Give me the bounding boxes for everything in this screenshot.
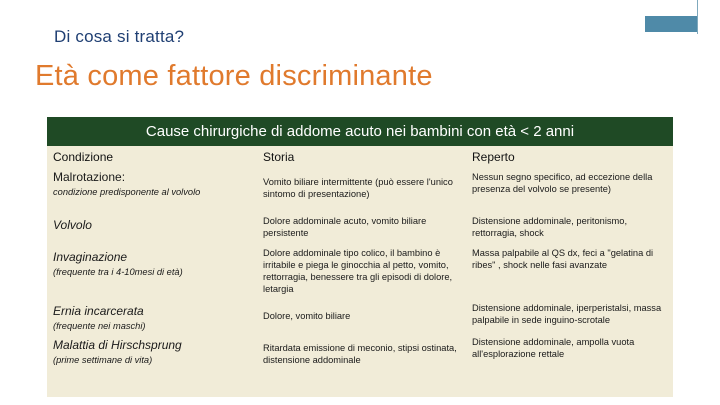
- condition-name: Ernia incarcerata: [53, 304, 144, 318]
- condition-note: (frequente nei maschi): [53, 321, 146, 332]
- table-row-condition: [53, 338, 248, 367]
- condition-name: Volvolo: [53, 218, 92, 232]
- column-header-storia: Storia: [263, 150, 295, 164]
- table-caption: Cause chirurgiche di addome acuto nei bambini con età < 2 anni: [47, 117, 673, 146]
- accent-box: [645, 16, 697, 32]
- condition-name: Malattia di Hirschsprung: [53, 338, 182, 352]
- table-row-condition: [53, 218, 248, 233]
- table-row-finding: Distensione addominale, iperperistalsi, massa palpabile in sede inguino-scrotale: [472, 303, 662, 325]
- table-row-history: Ritardata emissione di meconio, stipsi ostinata, distensione addominale: [263, 343, 457, 365]
- table-row-finding: Massa palpabile al QS dx, feci a "gelatina di ribes" , shock nelle fasi avanzate: [472, 248, 654, 270]
- slide-title: Età come fattore discriminante: [35, 60, 433, 92]
- condition-note: (frequente tra i 4-10mesi di età): [53, 267, 183, 278]
- column-header-reperto: Reperto: [472, 150, 515, 164]
- condition-note: condizione predisponente al volvolo: [53, 187, 201, 198]
- accent-line: [697, 0, 698, 34]
- table-row-history: Vomito biliare intermittente (può essere l'unico sintomo di presentazione): [263, 177, 453, 199]
- table-row-history: Dolore addominale acuto, vomito biliare persistente: [263, 216, 427, 238]
- table-row-history: Dolore addominale tipo colico, il bambino è irritabile e piega le ginocchia al petto, vomito, rettorragia, benessere tra gli episodi di dolore, letargia: [263, 248, 453, 294]
- table-row-condition: [53, 170, 248, 199]
- table-row-finding: Nessun segno specifico, ad eccezione della presenza del volvolo se presente): [472, 172, 653, 194]
- table-row-condition: [53, 304, 248, 333]
- causes-table: [47, 117, 673, 397]
- condition-name: Malrotazione:: [53, 170, 126, 184]
- condition-note: (prime settimane di vita): [53, 355, 153, 366]
- table-row-finding: Distensione addominale, peritonismo, rettorragia, shock: [472, 216, 628, 238]
- table-row-history: Dolore, vomito biliare: [263, 311, 351, 321]
- condition-name: Invaginazione: [53, 250, 128, 264]
- table-row-finding: Distensione addominale, ampolla vuota all'esplorazione rettale: [472, 337, 635, 359]
- column-header-condizione: Condizione: [53, 150, 114, 164]
- slide-subtitle: Di cosa si tratta?: [54, 27, 185, 46]
- table-row-condition: [53, 250, 248, 279]
